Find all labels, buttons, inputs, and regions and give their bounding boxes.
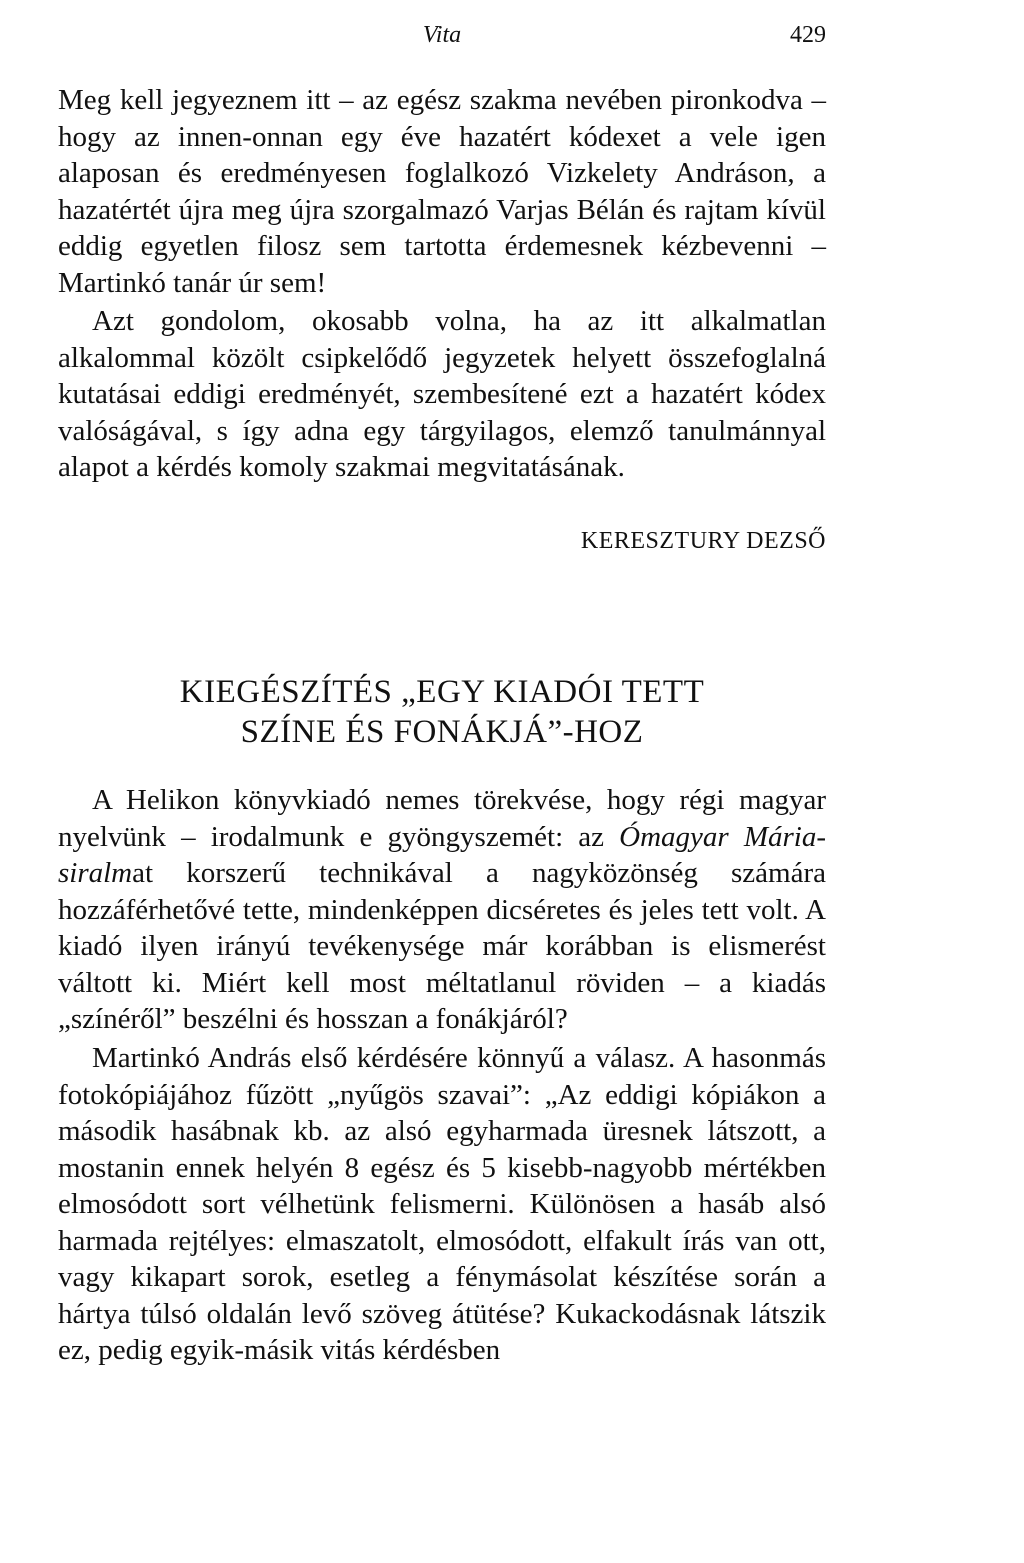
page-number: 429 (790, 22, 826, 48)
running-head (58, 20, 826, 50)
article-title-line: SZÍNE ÉS FONÁKJÁ”-HOZ (240, 714, 644, 750)
paragraph: Martinkó András első kérdésére könnyű a válasz. A hasonmás fotokópiájához fűzött „nyűgös szavai”: „Az eddigi kópiákon a második hasábnak kb. az alsó egyharmada üresnek látszott, a mostanin ennek helyén 8 egész és 5 kisebb-nagyobb mértékben elmosódott sort vélhetünk felismerni. Különösen a hasáb alsó harmada rejtélyes: elmaszatolt, elmosódott, elfakult írás van ott, vagy kikapart sorok, esetleg a fénymásolat készítése során a hártya túlsó oldalán levő szöveg átütése? Kukackodásnak látszik ez, pedig egyik-másik vitás kérdésben (58, 1042, 826, 1366)
paragraph-text: A Helikon könyvkiadó nemes törekvése, hogy régi magyar nyelvünk – irodalmunk e gyöngyszemét: az (58, 784, 826, 853)
paragraph: Meg kell jegyeznem itt – az egész szakma nevében pironkodva – hogy az innen-onnan egy éve hazatért kódexet a vele igen alaposan és eredményesen foglalkozó Vizkelety Andráson, a hazatértét újra meg újra szorgalmazó Varjas Bélán és rajtam kívül eddig egyetlen filosz sem tartotta érdemesnek kézbevenni – Martinkó tanár úr sem! (58, 84, 826, 299)
article-title (58, 672, 826, 752)
paragraph (58, 782, 826, 1038)
work-title-italic: Ómagyar Mária-siralm (58, 820, 826, 889)
paragraph-text: at korszerű technikával a nagyközönség számára hozzáférhetővé tette, mindenképpen dicséretes és jeles tett volt. A kiadó ilyen irányú tevékenysége már korábban is elismerést váltott ki. Miért kell most méltatlanul röviden – a kiadás „színéről” beszélni és hosszan a fonákjáról? (58, 857, 826, 1035)
book-page (58, 0, 826, 1563)
paragraph: Azt gondolom, okosabb volna, ha az itt alkalmatlan alkalommal közölt csipkelődő jegyzetek helyett összefoglalná kutatásai eddigi eredményét, szembesítené ezt a hazatért kódex valóságával, s így adna egy tárgyilagos, elemző tanulmánnyal alapot a kérdés komoly szakmai megvitatásának. (58, 305, 826, 483)
article-title-line: KIEGÉSZÍTÉS „EGY KIADÓI TETT (179, 674, 705, 710)
running-title: Vita (422, 22, 462, 48)
author-signature: KERESZTURY DEZSŐ (580, 528, 826, 554)
